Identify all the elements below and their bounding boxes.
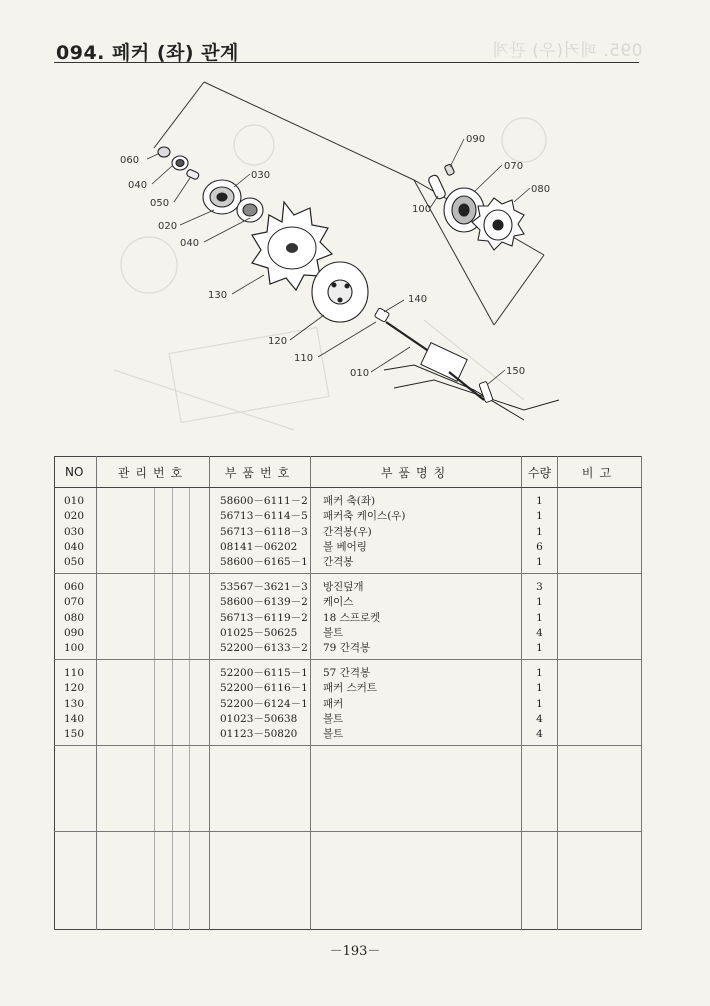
part-number: 01025－50625 xyxy=(220,626,298,639)
mgmt-cell xyxy=(97,832,155,930)
right-sprocket-group xyxy=(427,164,524,250)
mgmt-cell xyxy=(190,574,210,660)
part-no-index: 120 xyxy=(64,682,85,695)
callout-030: 040 xyxy=(180,238,200,249)
mgmt-cell xyxy=(173,746,190,832)
mgmt-cell xyxy=(155,746,173,832)
callout-060: 060 xyxy=(120,155,140,166)
part-no-index: 070 xyxy=(64,596,85,609)
callout-120: 120 xyxy=(268,336,288,347)
part-name: 18 스프로켓 xyxy=(323,611,381,624)
packer-skirt xyxy=(312,262,368,322)
part-name-cell xyxy=(311,574,522,660)
part-number-cell xyxy=(210,660,311,746)
part-no-index: 100 xyxy=(64,642,85,655)
mgmt-cell xyxy=(173,660,190,746)
part-name: 패커 xyxy=(323,697,344,710)
mgmt-cell xyxy=(155,660,173,746)
part-name-cell xyxy=(311,660,522,746)
part-no-index: 140 xyxy=(64,712,85,725)
part-name-cell xyxy=(311,488,522,574)
no-cell xyxy=(55,746,97,832)
remarks-cell xyxy=(558,488,642,574)
callout-100: 100 xyxy=(412,204,432,215)
no-cell xyxy=(55,832,97,930)
part-number-cell xyxy=(210,832,311,930)
mgmt-cell xyxy=(190,488,210,574)
part-name: 패커 축(좌) xyxy=(323,495,376,507)
table-row-group-3 xyxy=(55,660,642,746)
part-qty: 1 xyxy=(536,697,543,710)
part-number: 53567－3621－3 xyxy=(220,581,308,593)
title-rule xyxy=(54,62,639,63)
bleed-through-title: 095. 페커(우) 관계 xyxy=(492,41,643,61)
remarks-cell xyxy=(558,832,642,930)
part-qty: 4 xyxy=(536,728,543,741)
part-qty: 6 xyxy=(536,540,543,553)
remarks-cell xyxy=(558,746,642,832)
part-name: 패커 스커트 xyxy=(323,682,378,695)
qty-cell xyxy=(522,660,558,746)
no-cell xyxy=(55,660,97,746)
part-no-index: 060 xyxy=(64,581,85,593)
part-number-cell xyxy=(210,746,311,832)
part-name: 방진덮개 xyxy=(323,581,364,593)
mgmt-cell xyxy=(97,488,155,574)
part-number-cell xyxy=(210,574,311,660)
callout-010: 010 xyxy=(350,368,370,379)
part-number: 52200－6115－1 xyxy=(220,667,308,679)
part-qty: 4 xyxy=(536,626,543,639)
mgmt-cell xyxy=(155,574,173,660)
part-name: 볼 베어링 xyxy=(323,540,367,553)
callout-labels xyxy=(120,134,550,379)
table-row-group-2 xyxy=(55,574,642,660)
part-qty: 1 xyxy=(536,611,543,624)
part-name: 케이스 xyxy=(323,596,354,609)
col-header-part-no: 부품번호 xyxy=(210,457,311,488)
callout-090: 090 xyxy=(466,134,486,145)
part-qty: 4 xyxy=(536,712,543,725)
part-number: 08141－06202 xyxy=(220,540,298,553)
part-number: 58600－6139－2 xyxy=(220,596,308,609)
part-name-cell xyxy=(311,832,522,930)
part-qty: 1 xyxy=(536,556,543,569)
part-number: 52200－6133－2 xyxy=(220,642,308,655)
part-number: 52200－6124－1 xyxy=(220,697,308,710)
part-name: 간격봉(우) xyxy=(323,525,372,538)
callout-130: 130 xyxy=(208,290,228,301)
part-no-index: 090 xyxy=(64,626,85,639)
remarks-cell xyxy=(558,660,642,746)
exploded-parts-diagram xyxy=(54,70,644,450)
mgmt-cell xyxy=(190,660,210,746)
part-qty: 1 xyxy=(536,682,543,695)
table-row-group-1 xyxy=(55,488,642,574)
part-name: 57 간격봉 xyxy=(323,667,371,679)
diagram-svg xyxy=(54,70,644,450)
part-number: 52200－6116－1 xyxy=(220,682,308,695)
callout-140: 140 xyxy=(408,294,428,305)
left-shaft-group xyxy=(158,147,263,222)
mgmt-cell xyxy=(173,488,190,574)
part-number: 56713－6119－2 xyxy=(220,611,308,624)
col-header-no: NO xyxy=(55,457,97,488)
col-header-part-name: 부품명칭 xyxy=(311,457,522,488)
mgmt-cell xyxy=(155,832,173,930)
part-number: 56713－6114－5 xyxy=(220,510,308,523)
part-qty: 1 xyxy=(536,642,543,655)
part-name-cell xyxy=(311,746,522,832)
part-name: 패커축 케이스(우) xyxy=(323,510,406,523)
part-no-index: 020 xyxy=(64,510,85,523)
mgmt-cell xyxy=(190,832,210,930)
part-no-index: 040 xyxy=(64,540,85,553)
part-qty: 1 xyxy=(536,525,543,538)
callout-040-left: 040 xyxy=(128,180,148,191)
part-number: 56713－6118－3 xyxy=(220,525,308,538)
no-cell xyxy=(55,574,97,660)
callout-040-upper: 030 xyxy=(251,170,271,181)
part-no-index: 150 xyxy=(64,728,85,741)
qty-cell xyxy=(522,488,558,574)
part-name: 볼트 xyxy=(323,626,344,639)
col-header-qty: 수량 xyxy=(522,457,558,488)
part-no-index: 130 xyxy=(64,697,85,710)
mgmt-cell xyxy=(97,746,155,832)
callout-150: 150 xyxy=(506,366,526,377)
qty-cell xyxy=(522,832,558,930)
callout-110: 110 xyxy=(294,353,314,364)
part-number-cell xyxy=(210,488,311,574)
col-header-mgmt-no: 관리번호 xyxy=(97,457,210,488)
part-name: 79 간격봉 xyxy=(323,642,371,655)
qty-cell xyxy=(522,574,558,660)
col-header-remarks: 비고 xyxy=(558,457,642,488)
part-number: 01023－50638 xyxy=(220,712,298,725)
table-row-group-4-empty xyxy=(55,746,642,832)
packer-shaft xyxy=(374,308,559,420)
part-name: 간격봉 xyxy=(323,556,354,569)
mgmt-cell xyxy=(97,660,155,746)
part-number: 58600－6165－1 xyxy=(220,556,308,569)
mgmt-cell xyxy=(155,488,173,574)
bolt-150 xyxy=(479,381,493,403)
table-header-row xyxy=(55,457,642,488)
part-no-index: 010 xyxy=(64,495,85,507)
part-qty: 1 xyxy=(536,495,543,507)
remarks-cell xyxy=(558,574,642,660)
mgmt-cell xyxy=(173,574,190,660)
part-qty: 1 xyxy=(536,596,543,609)
part-no-index: 110 xyxy=(64,667,85,679)
part-name: 볼트 xyxy=(323,712,344,725)
mgmt-cell xyxy=(97,574,155,660)
mgmt-cell xyxy=(173,832,190,930)
callout-050: 050 xyxy=(150,198,170,209)
part-number: 58600－6111－2 xyxy=(220,495,308,507)
page-number: －193－ xyxy=(329,944,381,959)
part-qty: 3 xyxy=(536,581,543,593)
page-title: 094. 페커 (좌) 관계 xyxy=(56,42,239,64)
part-qty: 1 xyxy=(536,510,543,523)
part-no-index: 080 xyxy=(64,611,85,624)
callout-070: 070 xyxy=(504,161,524,172)
no-cell xyxy=(55,488,97,574)
part-qty: 1 xyxy=(536,667,543,679)
mgmt-cell xyxy=(190,746,210,832)
part-number: 01123－50820 xyxy=(220,728,298,741)
part-name: 볼트 xyxy=(323,728,344,741)
callout-020: 020 xyxy=(158,221,178,232)
callout-080: 080 xyxy=(531,184,551,195)
parts-table xyxy=(54,456,642,930)
part-no-index: 050 xyxy=(64,556,85,569)
part-no-index: 030 xyxy=(64,525,85,538)
qty-cell xyxy=(522,746,558,832)
table-row-group-5-empty xyxy=(55,832,642,930)
